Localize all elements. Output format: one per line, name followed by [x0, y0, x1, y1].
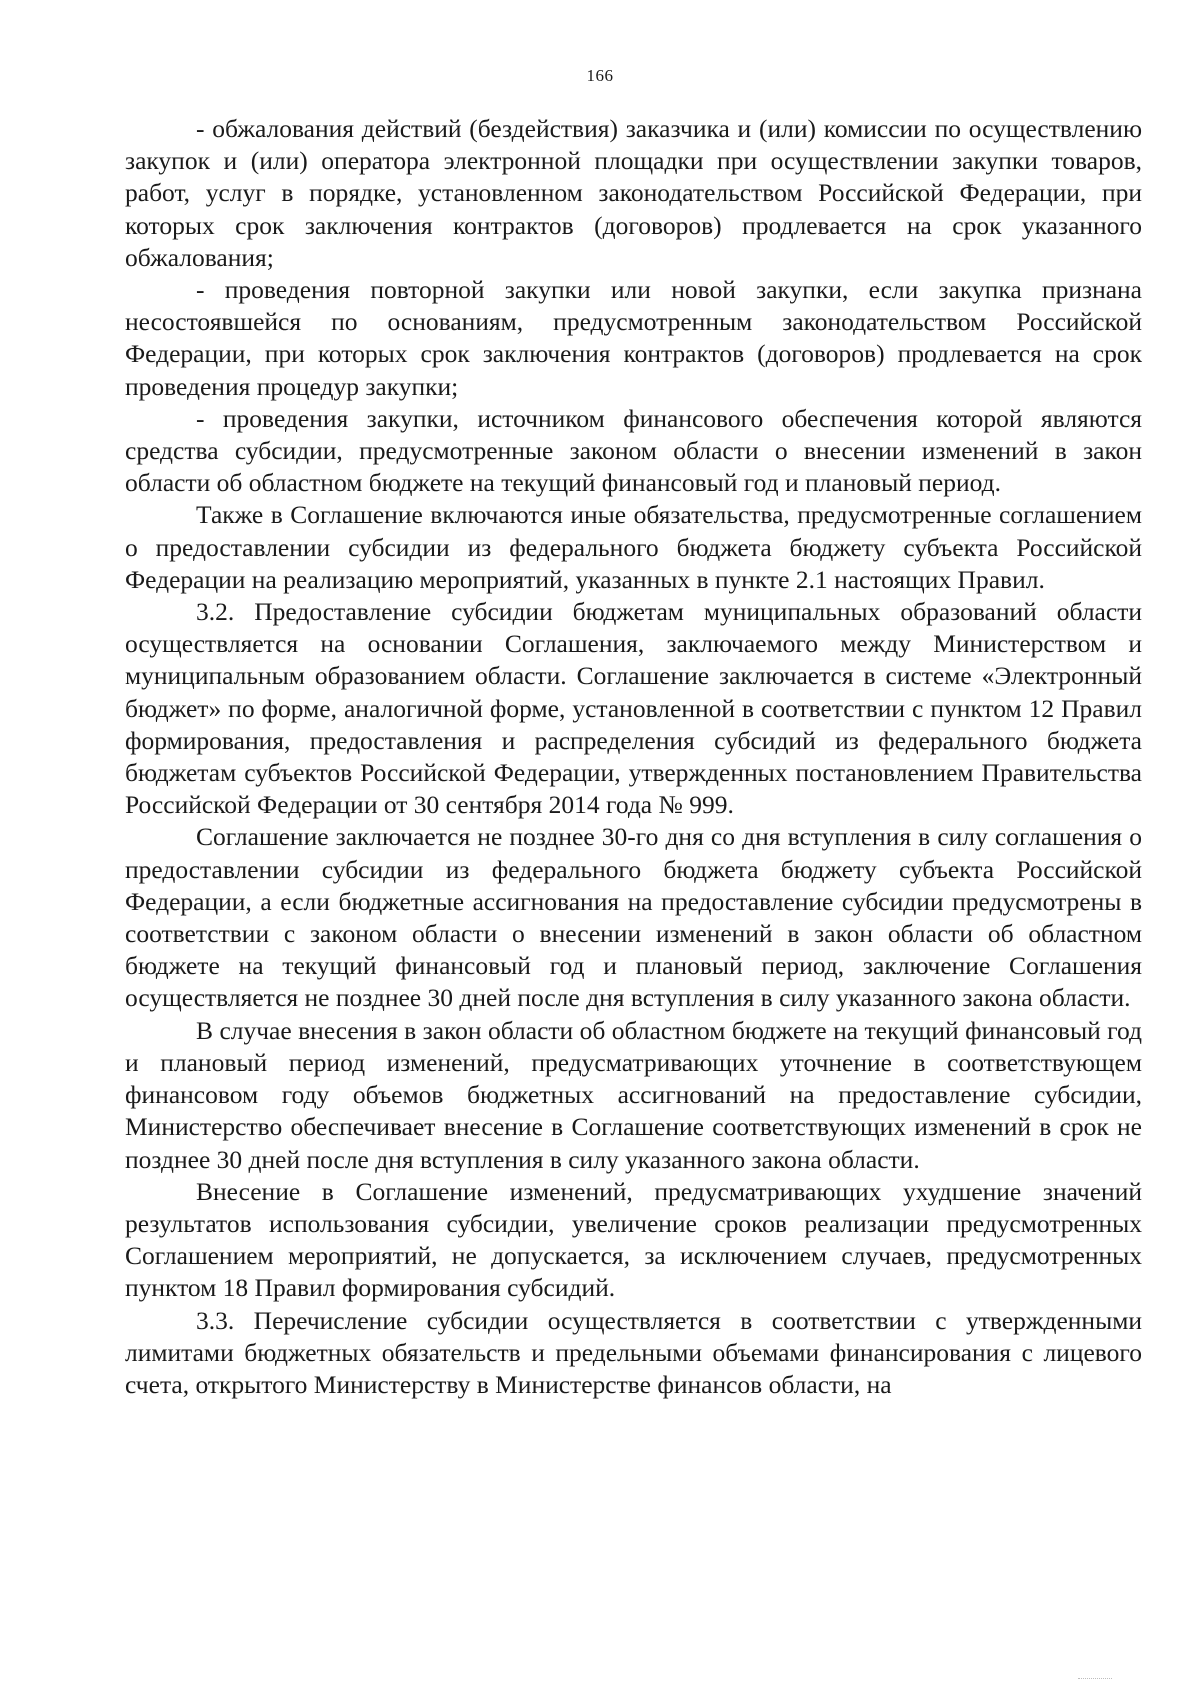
paragraph-section-3-3: 3.3. Перечисление субсидии осуществляется в соответствии с утвержденными лимитами бюджетных обязательств и предельными объемами финансирования с лицевого счета, открытого Министерству в Министерстве финансов области, на: [125, 1305, 1142, 1399]
scan-artifact-mark: [1078, 1678, 1112, 1683]
paragraph-repeat-procurement-clause: - проведения повторной закупки или новой закупки, если закупка признана несостоявшейся по основаниям, предусмотренным законодательством Российской Федерации, при которых срок заключения контрактов (договоров) продлевается на срок проведения процедур закупки;: [125, 275, 1142, 401]
paragraph-subsidy-funded-procurement-clause: - проведения закупки, источником финансового обеспечения которой являются средства субсидии, предусмотренные законом области о внесении изменений в закон области об областном бюджете на текущий финансовый год и плановый период.: [125, 403, 1142, 498]
paragraph-agreement-deadline: Соглашение заключается не позднее 30-го дня со дня вступления в силу соглашения о предоставлении субсидии из федерального бюджета бюджету субъекта Российской Федерации, а если бюджетные ассигнования на предоставление субсидии предусмотрены в соответствии с законом области о внесении изменений в закон области об областном бюджете на текущий финансовый год и плановый период, заключение Соглашения осуществляется не позднее 30 дней после дня вступления в силу указанного закона области.: [125, 822, 1142, 1013]
document-body: [125, 113, 1142, 1401]
page-number: 166: [586, 66, 614, 85]
paragraph-section-3-2: 3.2. Предоставление субсидии бюджетам муниципальных образований области осуществляется на основании Соглашения, заключаемого между Министерством и муниципальным образованием области. Соглашение заключается в системе «Электронный бюджет» по форме, аналогичной форме, установленной в соответствии с пунктом 12 Правил формирования, предоставления и распределения субсидий из федерального бюджета бюджетам субъектов Российской Федерации, утвержденных постановлением Правительства Российской Федерации от 30 сентября 2014 года № 999.: [125, 597, 1142, 820]
paragraph-appeal-clause: - обжалования действий (бездействия) заказчика и (или) комиссии по осуществлению закупок и (или) оператора электронной площадки при осуществлении закупки товаров, работ, услуг в порядке, установленном законодательством Российской Федерации, при которых срок заключения контрактов (договоров) продлевается на срок указанного обжалования;: [125, 114, 1142, 272]
paragraph-other-obligations: Также в Соглашение включаются иные обязательства, предусмотренные соглашением о предоставлении субсидии из федерального бюджета бюджету субъекта Российской Федерации на реализацию мероприятий, указанных в пункте 2.1 настоящих Правил.: [125, 500, 1142, 594]
paragraph-budget-amendments: В случае внесения в закон области об областном бюджете на текущий финансовый год и плановый период изменений, предусматривающих уточнение в соответствующем финансовом году объемов бюджетных ассигнований на предоставление субсидии, Министерство обеспечивает внесение в Соглашение соответствующих изменений в срок не позднее 30 дней после дня вступления в силу указанного закона области.: [125, 1015, 1142, 1174]
paragraph-agreement-changes-restriction: Внесение в Соглашение изменений, предусматривающих ухудшение значений результатов использования субсидии, увеличение сроков реализации предусмотренных Соглашением мероприятий, не допускается, за исключением случаев, предусмотренных пунктом 18 Правил формирования субсидий.: [125, 1176, 1142, 1303]
